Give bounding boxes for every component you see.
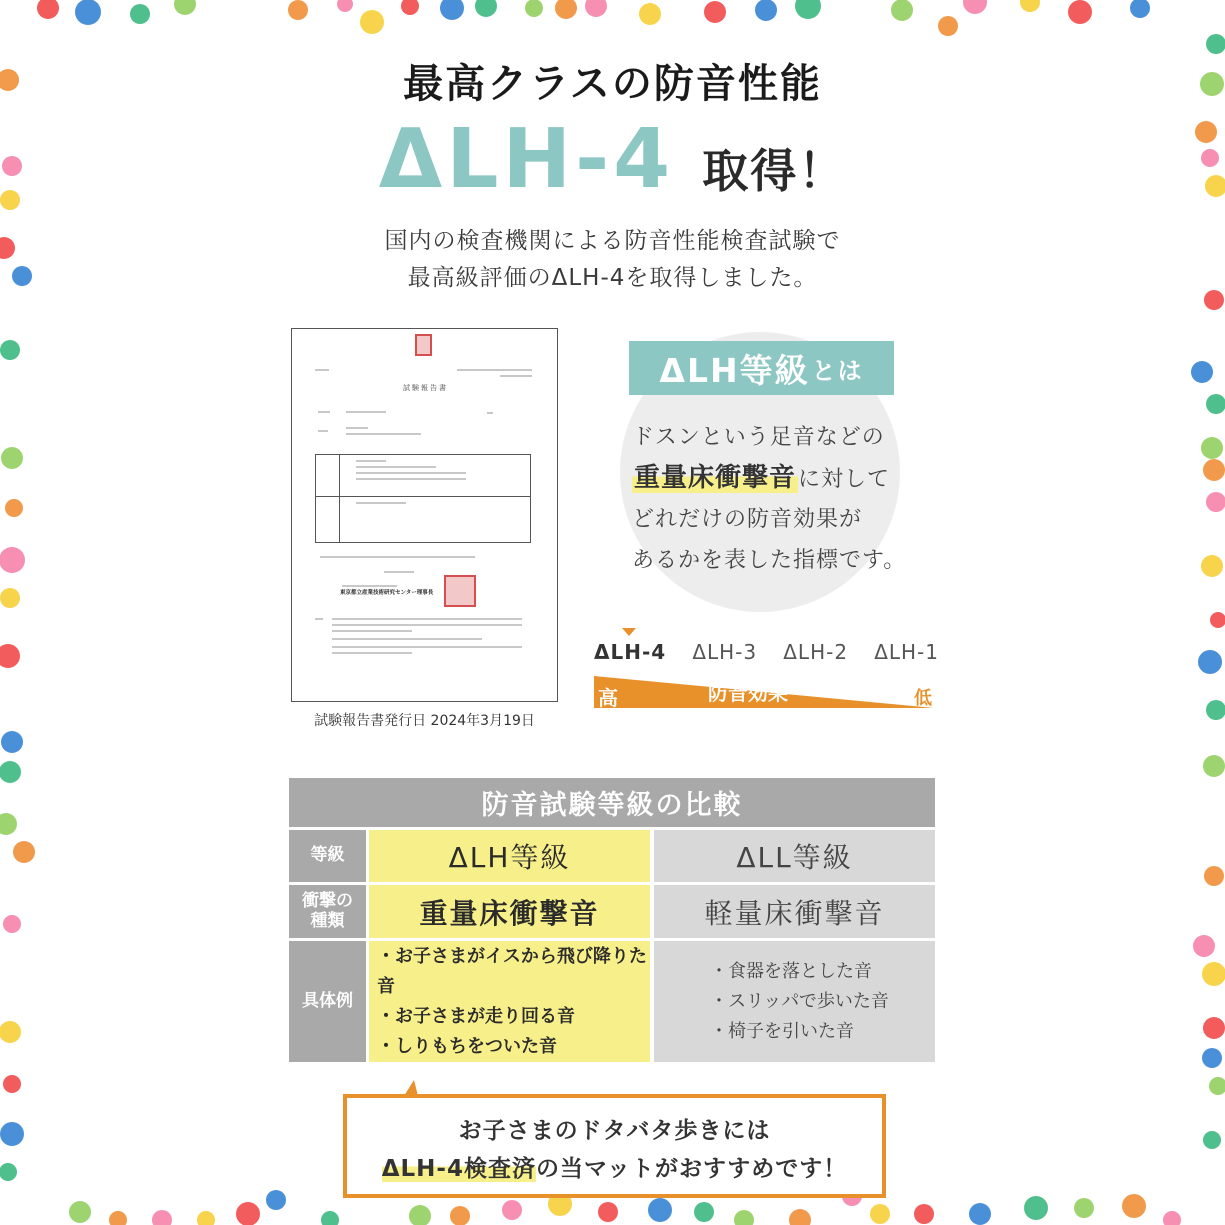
confetti-dot: [130, 4, 150, 24]
confetti-dot: [1122, 1194, 1146, 1218]
callout-line-1: お子さまのドタバタ歩きには: [458, 1118, 771, 1144]
callout-line-2: [343, 1150, 886, 1183]
current-grade-marker-icon: [622, 628, 636, 636]
confetti-dot: [1201, 437, 1223, 459]
confetti-dot: [266, 1190, 286, 1210]
confetti-dot: [1209, 1077, 1225, 1095]
confetti-dot: [1204, 290, 1224, 310]
confetti-dot: [37, 0, 59, 19]
confetti-dot: [360, 10, 384, 34]
row-label-grade: 等級: [289, 830, 366, 882]
comparison-title: 防音試験等級の比較: [289, 778, 935, 827]
rating-headline: [0, 112, 1225, 207]
confetti-dot: [639, 3, 661, 25]
confetti-dot: [969, 1203, 991, 1225]
doc-issuer: 東京都立産業技術研究センター理事長: [340, 590, 434, 596]
confetti-dot: [440, 0, 464, 20]
confetti-dot: [3, 915, 21, 933]
confetti-dot: [1203, 1017, 1225, 1039]
confetti-dot: [321, 1211, 339, 1225]
confetti-dot: [598, 1202, 618, 1222]
list-item: ・椅子を引いた音: [710, 1020, 854, 1042]
confetti-dot: [288, 0, 308, 20]
confetti-dot: [1068, 0, 1092, 24]
confetti-dot: [789, 1209, 811, 1225]
grade-label-2: ΔLH-2: [783, 640, 849, 664]
confetti-dot: [0, 1021, 21, 1043]
confetti-dot: [1163, 1211, 1181, 1225]
confetti-dot: [1203, 459, 1225, 481]
page-title: 最高クラスの防音性能: [403, 61, 822, 107]
row-label-impact: [289, 885, 366, 938]
confetti-dot: [1206, 34, 1225, 54]
explanation-line-3: どれだけの防音効果が: [632, 507, 863, 532]
confetti-dot: [1203, 755, 1225, 777]
confetti-dot: [5, 499, 23, 517]
intro-line-1: 国内の検査機関による防音性能検査試験で: [384, 228, 841, 254]
confetti-dot: [502, 1200, 522, 1220]
ll-impact: 軽量床衝撃音: [654, 885, 935, 938]
confetti-dot: [648, 1198, 672, 1222]
confetti-dot: [1202, 1048, 1222, 1068]
confetti-dot: [401, 0, 419, 15]
intro-line-2: 最高級評価のΔLH-4を取得しました。: [407, 265, 818, 291]
confetti-dot: [870, 1204, 890, 1224]
callout-highlight: ΔLH-4検査済: [381, 1156, 536, 1182]
confetti-dot: [3, 1075, 21, 1093]
confetti-dot: [1198, 650, 1222, 674]
rating-badge: ΔLH-4: [378, 112, 675, 207]
list-item: ・スリッパで歩いた音: [710, 990, 889, 1012]
confetti-dot: [0, 1163, 17, 1181]
seal-icon: [415, 334, 432, 356]
confetti-dot: [174, 0, 196, 15]
explanation-line-2-suffix: に対して: [798, 467, 891, 492]
report-issue-date: 試験報告書発行日 2024年3月19日: [314, 713, 535, 729]
explanation-tag-suffix: とは: [811, 356, 864, 385]
row-label-impact-2: 種類: [310, 910, 345, 931]
confetti-dot: [938, 16, 958, 36]
confetti-dot: [1210, 612, 1225, 628]
confetti-dot: [0, 761, 21, 783]
scale-label: 防音効果: [708, 681, 788, 705]
confetti-dot: [0, 813, 17, 835]
confetti-dot: [795, 0, 821, 19]
confetti-dot: [1024, 1196, 1048, 1220]
explanation-tag-label: ΔLH等級: [659, 350, 810, 390]
confetti-dot: [69, 1201, 91, 1223]
official-stamp-icon: [444, 575, 476, 607]
confetti-dot: [525, 0, 543, 17]
confetti-dot: [704, 1, 726, 23]
confetti-dot: [1204, 866, 1224, 886]
confetti-dot: [0, 588, 20, 608]
confetti-dot: [75, 0, 101, 25]
explanation-line-2: [632, 457, 890, 494]
lh-impact: 重量床衝撃音: [369, 885, 650, 938]
grade-label-1: ΔLH-1: [874, 640, 939, 664]
confetti-dot: [1074, 1198, 1094, 1218]
confetti-dot: [555, 0, 577, 19]
explanation-highlight: 重量床衝撃音: [634, 463, 797, 493]
confetti-dot: [0, 547, 25, 573]
ll-examples: [654, 941, 935, 1062]
row-label-impact-1: 衝撃の: [302, 890, 353, 911]
confetti-dot: [1191, 361, 1213, 383]
confetti-dot: [197, 1211, 215, 1225]
confetti-dot: [1203, 1131, 1221, 1149]
confetti-dot: [694, 1202, 714, 1222]
doc-title: 試験報告書: [403, 384, 448, 392]
rating-suffix: 取得！: [702, 144, 847, 198]
confetti-dot: [1020, 0, 1040, 12]
confetti-dot: [109, 1211, 127, 1225]
confetti-dot: [734, 1210, 754, 1225]
grade-label-4: ΔLH-4: [594, 640, 667, 664]
confetti-dot: [1, 447, 23, 469]
confetti-dot: [1206, 700, 1225, 720]
row-label-examples: 具体例: [289, 941, 366, 1062]
confetti-dot: [1206, 492, 1225, 512]
confetti-dot: [152, 1210, 172, 1225]
ll-grade: ΔLL等級: [654, 830, 935, 882]
list-item: ・しりもちをついた音: [377, 1035, 557, 1057]
list-item: ・食器を落とした音: [710, 960, 872, 982]
confetti-dot: [475, 0, 497, 17]
confetti-dot: [236, 1202, 260, 1225]
confetti-dot: [914, 1204, 934, 1224]
lh-grade: ΔLH等級: [369, 830, 650, 882]
confetti-dot: [755, 0, 777, 21]
test-report-document: [291, 328, 558, 702]
scale-low: 低: [914, 688, 932, 709]
confetti-dot: [0, 644, 20, 668]
list-item: ・お子さまが走り回る音: [377, 1005, 575, 1027]
scale-high: 高: [598, 686, 618, 710]
grade-label-3: ΔLH-3: [692, 640, 758, 664]
confetti-dot: [450, 1206, 470, 1225]
confetti-dot: [1201, 555, 1223, 577]
explanation-tag: [629, 341, 894, 395]
confetti-dot: [337, 0, 353, 12]
confetti-dot: [963, 0, 987, 14]
confetti-dot: [409, 1205, 431, 1225]
confetti-dot: [1130, 0, 1150, 18]
confetti-dot: [13, 841, 35, 863]
confetti-dot: [1202, 962, 1225, 986]
confetti-dot: [0, 340, 20, 360]
explanation-line-1: ドスンという足音などの: [632, 425, 885, 450]
confetti-dot: [891, 0, 913, 21]
list-item: ・お子さまがイスから飛び降りた音: [377, 945, 647, 997]
confetti-dot: [0, 1122, 24, 1146]
confetti-dot: [1, 731, 23, 753]
confetti-dot: [585, 0, 607, 17]
grade-scale-labels: [594, 640, 939, 664]
explanation-line-4: あるかを表した指標です。: [632, 548, 907, 573]
confetti-dot: [1193, 935, 1215, 957]
lh-examples: [369, 941, 650, 1062]
confetti-dot: [1206, 394, 1225, 414]
callout-line-2-suffix: の当マットがおすすめです！: [535, 1156, 848, 1182]
